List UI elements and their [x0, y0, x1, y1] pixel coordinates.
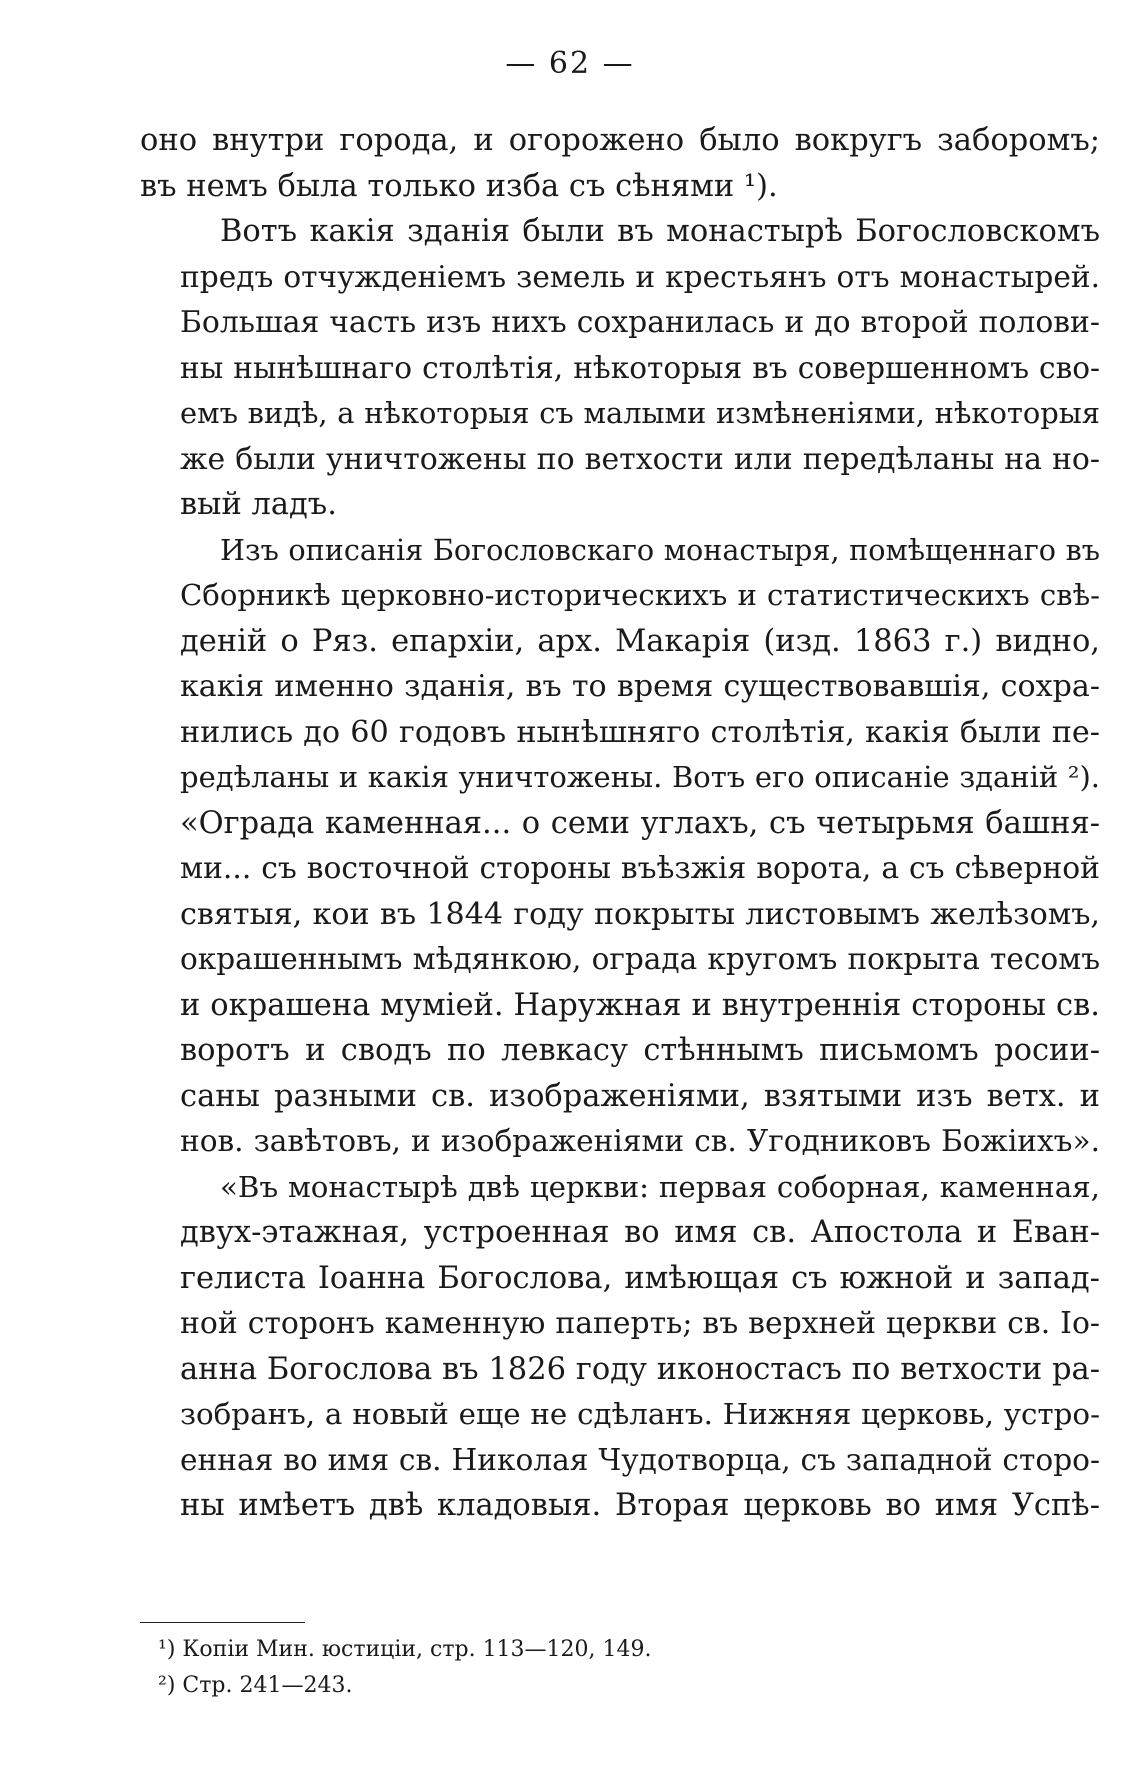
text-line: окрашеннымъ мѣдянкою, ограда кругомъ покрыта тесомъ — [180, 942, 1100, 976]
text-line: «Въ монастырѣ двѣ церкви: первая соборная, каменная, — [220, 1169, 1100, 1204]
paragraph-2 — [140, 209, 1100, 528]
text-line: емъ видѣ, а нѣкоторыя съ малыми измѣненіями, нѣкоторыя — [180, 396, 1100, 430]
text-line: ми... съ восточной стороны въѣзжія ворота, а съ сѣверной — [180, 851, 1100, 886]
footnote-divider — [140, 1622, 305, 1623]
text-line: Изъ описанія Богословскаго монастыря, помѣщеннаго въ — [220, 532, 1100, 567]
text-line: вый ладъ. — [180, 487, 337, 522]
page-number: — 62 — — [505, 46, 635, 81]
text-line: двух-этажная, устроенная во имя св. Апостола и Еван- — [180, 1215, 1100, 1250]
text-line: святыя, кои въ 1844 году покрыты листовымъ желѣзомъ, — [180, 896, 1100, 932]
footnote-2: ²) Стр. 241—243. — [158, 1673, 353, 1698]
text-line: въ немъ была только изба съ сѣнями ¹). — [140, 168, 778, 204]
text-line: ной сторонъ каменную паперть; въ верхней церкви св. Іо- — [180, 1306, 1100, 1341]
text-line: оно внутри города, и огорожено было вокругъ заборомъ; — [140, 123, 1100, 158]
text-line: гелиста Іоанна Богослова, имѣющая съ южной и запад- — [180, 1260, 1100, 1296]
text-line: воротъ и сводъ по левкасу стѣннымъ письмомъ росии- — [180, 1033, 1100, 1068]
text-line: анна Богослова въ 1826 году иконостасъ по ветхости ра- — [180, 1351, 1100, 1387]
text-line: и окрашена муміей. Наружная и внутреннія стороны св. — [180, 987, 1100, 1023]
text-line: Вотъ какія зданія были въ монастырѣ Богословскомъ — [220, 214, 1100, 249]
text-line: нились до 60 годовъ нынѣшняго столѣтія, какія были пе- — [180, 714, 1100, 750]
text-line: ны имѣетъ двѣ кладовыя. Вторая церковь во имя Успѣ- — [180, 1488, 1100, 1523]
paragraph-3 — [140, 528, 1100, 1165]
text-line: енная во имя св. Николая Чудотворца, съ западной сторо- — [180, 1442, 1100, 1477]
main-text — [140, 118, 1100, 1529]
text-line: редѣланы и какія уничтожены. Вотъ его описаніе зданій ²). — [180, 760, 1100, 794]
text-line: «Ограда каменная... о семи углахъ, съ четырьмя башня- — [180, 805, 1100, 841]
text-line: зобранъ, а новый еще не сдѣланъ. Нижняя церковь, устро- — [180, 1397, 1100, 1431]
text-line: какія именно зданія, въ то время существовавшія, сохра- — [180, 669, 1100, 704]
text-line: предъ отчужденіемъ земель и крестьянъ отъ монастырей. — [180, 259, 1100, 294]
text-line: ны нынѣшнаго столѣтія, нѣкоторыя въ совершенномъ сво- — [180, 350, 1100, 385]
text-line: саны разными св. изображеніями, взятыми изъ ветх. и — [180, 1078, 1100, 1114]
footnotes — [158, 1632, 652, 1704]
text-line: же были уничтожены по ветхости или передѣланы на но- — [180, 441, 1100, 477]
text-line: Сборникѣ церковно-историческихъ и статистическихъ свѣ- — [180, 578, 1100, 612]
text-line: нов. завѣтовъ, и изображеніями св. Угодниковъ Божіихъ». — [180, 1124, 1100, 1158]
footnote-1: ¹) Копіи Мин. юстиціи, стр. 113—120, 149. — [158, 1637, 652, 1662]
paragraph-4 — [140, 1165, 1100, 1529]
text-line: деній о Ряз. епархіи, арх. Макарія (изд. 1863 г.) видно, — [180, 623, 1100, 659]
text-line: Большая часть изъ нихъ сохранилась и до второй полови- — [180, 305, 1100, 340]
paragraph-1 — [140, 118, 1100, 209]
